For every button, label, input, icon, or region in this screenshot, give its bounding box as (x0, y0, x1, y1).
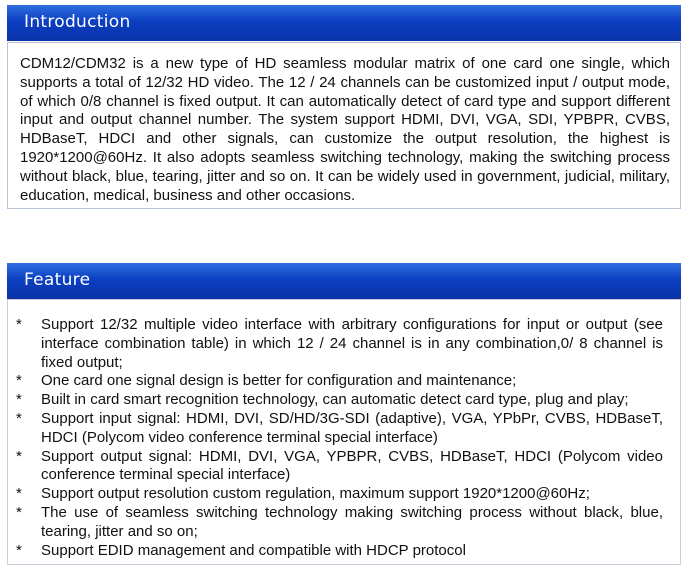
feature-item (8, 542, 680, 561)
feature-item (8, 504, 680, 542)
feature-item-text: The use of seamless switching technology making switching process without black, blue, tearing, jitter and so on; (41, 503, 663, 540)
bullet-marker: * (16, 391, 22, 409)
feature-item-text: Support output resolution custom regulation, maximum support 1920*1200@60Hz; (41, 485, 590, 503)
feature-panel (7, 299, 681, 565)
feature-item-text: Support EDID management and compatible with HDCP protocol (41, 541, 466, 559)
introduction-header (7, 5, 681, 41)
feature-title: Feature (24, 270, 91, 290)
feature-item (8, 410, 680, 448)
feature-item (8, 485, 680, 504)
bullet-marker: * (16, 409, 22, 427)
bullet-marker: * (16, 485, 22, 503)
bullet-marker: * (16, 372, 22, 390)
introduction-paragraph: CDM12/CDM32 is a new type of HD seamless modular matrix of one card one single, which supports a total of 12/32 HD video. The 12 / 24 channels can be customized input / output mode, of which 0/8 channel is fixed output. It can automatically detect of card type and support different input and output channel number. The system support HDMI, DVI, VGA, SDI, YPBPR, CVBS, HDBaseT, HDCI and other signals, can customize the output resolution, the highest is 1920*1200@60Hz. It also adopts seamless switching technology, making the switching process without black, blue, tearing, jitter and so on. It can be widely used in government, judicial, military, education, medical, business and other occasions. (20, 55, 670, 204)
bullet-marker: * (16, 541, 22, 559)
feature-item (8, 372, 680, 391)
feature-item (8, 316, 680, 372)
feature-item (8, 391, 680, 410)
introduction-panel (7, 42, 681, 209)
bullet-marker: * (16, 503, 22, 521)
feature-list (8, 316, 680, 560)
feature-header (7, 263, 681, 299)
bullet-marker: * (16, 447, 22, 465)
feature-item-text: Support input signal: HDMI, DVI, SD/HD/3G-SDI (adaptive), VGA, YPbPr, CVBS, HDBaseT, HDCI (Polycom video conference terminal special interface) (41, 409, 663, 446)
feature-item (8, 448, 680, 486)
feature-item-text: Built in card smart recognition technology, can automatic detect card type, plug and play; (41, 391, 629, 409)
feature-item-text: Support 12/32 multiple video interface with arbitrary configurations for input or output (see interface combination table) in which 12 / 24 channel is in any combination,0/ 8 channel is fixed output; (41, 316, 663, 371)
bullet-marker: * (16, 316, 22, 333)
introduction-title: Introduction (24, 12, 131, 32)
feature-item-text: One card one signal design is better for configuration and maintenance; (41, 372, 517, 390)
feature-item-text: Support output signal: HDMI, DVI, VGA, YPBPR, CVBS, HDBaseT, HDCI (Polycom video conference terminal special interface) (41, 447, 663, 484)
